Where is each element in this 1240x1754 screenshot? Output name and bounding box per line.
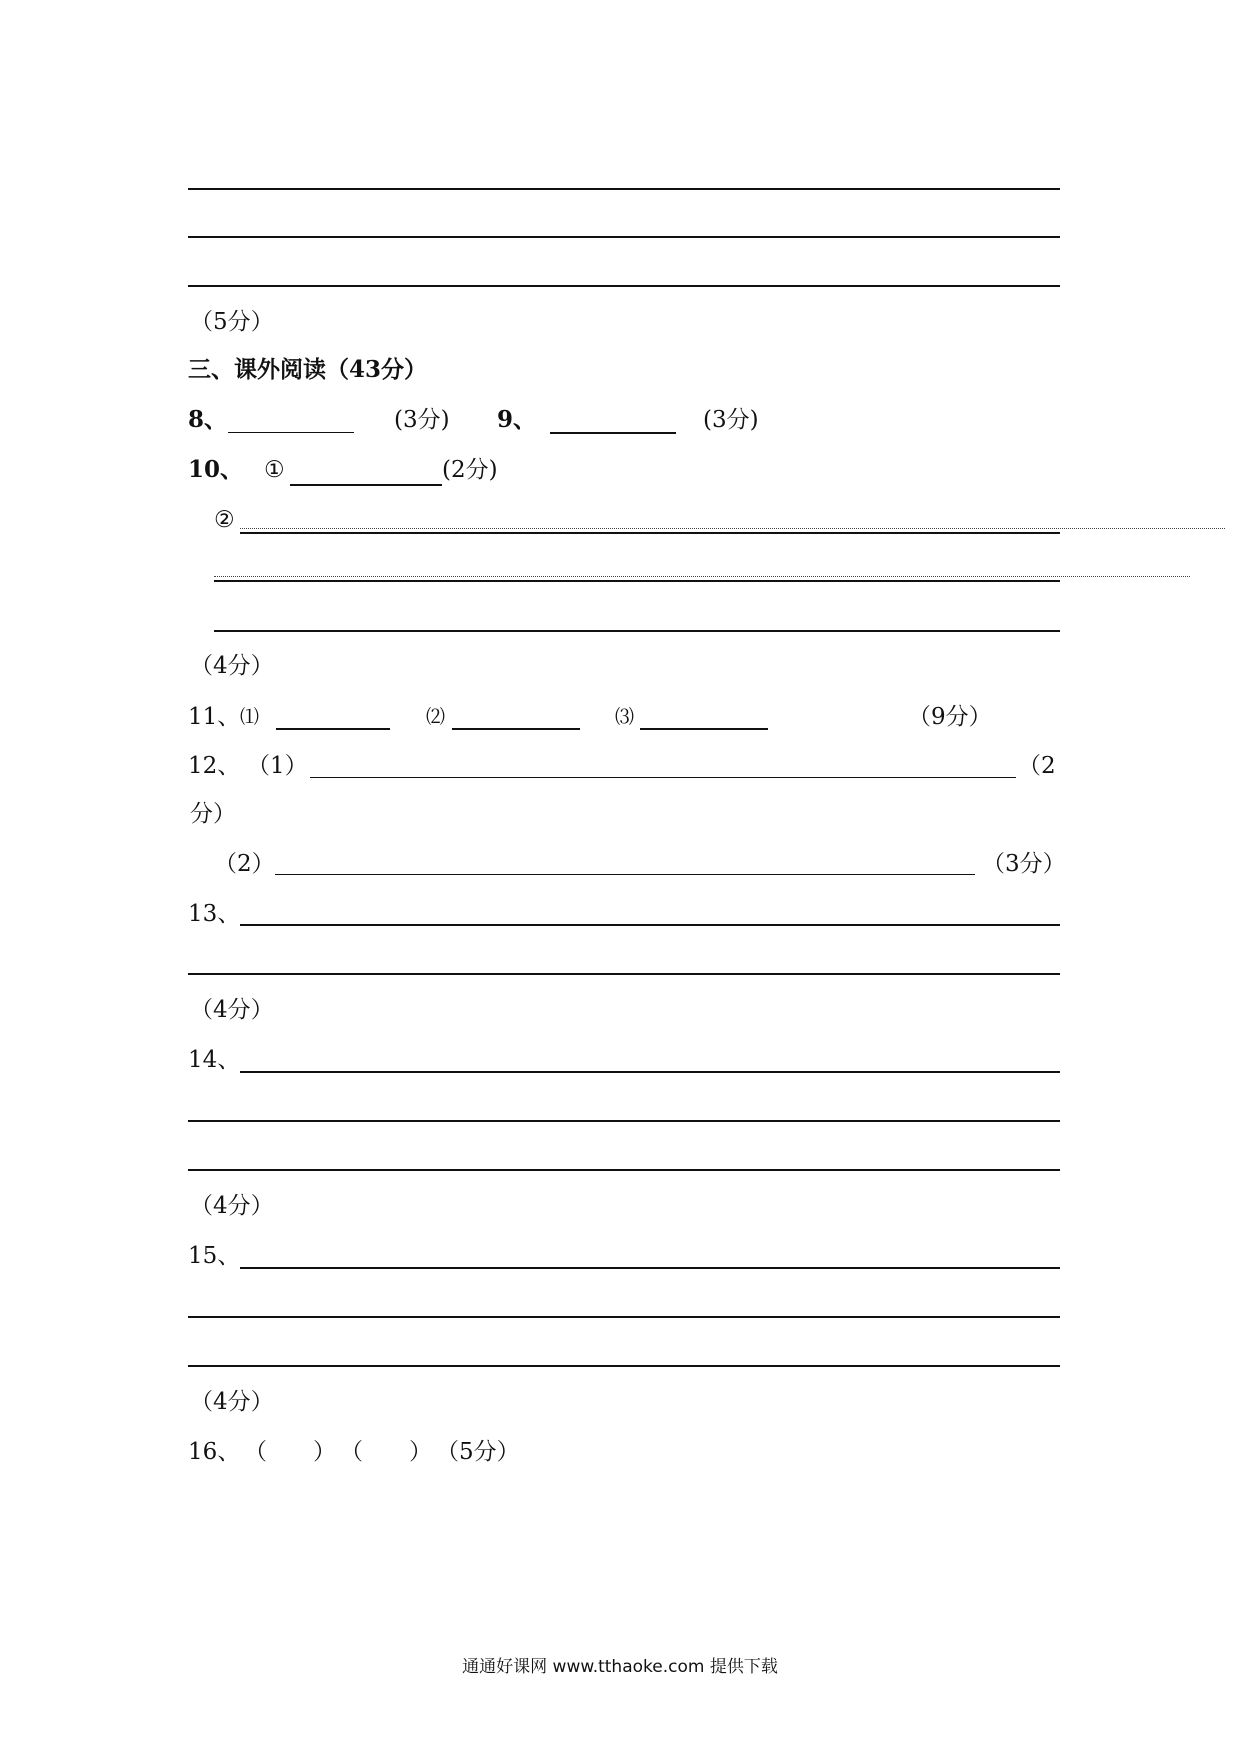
q8-answer-blank[interactable]	[228, 432, 354, 433]
q11-sub3-marker: ⑶	[615, 706, 635, 728]
q12-part2-score: （3分）	[982, 851, 1066, 877]
answer-line-prev-1[interactable]	[188, 188, 1060, 190]
q12-part1-score: （2	[1018, 753, 1056, 779]
q16-score: （5分）	[436, 1439, 520, 1465]
q9-number: 9、	[497, 406, 537, 433]
q13-line-1[interactable]	[240, 924, 1060, 926]
q10-score: （4分）	[190, 653, 274, 679]
q9-answer-blank[interactable]	[550, 432, 676, 434]
q12-part2-label: （2）	[214, 851, 275, 877]
q12-part1-blank[interactable]	[310, 777, 1016, 778]
q14-number: 14、	[188, 1047, 241, 1073]
q14-line-1[interactable]	[240, 1071, 1060, 1073]
q11-number: 11、	[188, 704, 241, 730]
q13-line-2[interactable]	[188, 973, 1060, 975]
q11-score: （9分）	[908, 704, 992, 730]
q10-sub2-dotted-1	[240, 528, 1225, 529]
q11-sub1-marker: ⑴	[240, 706, 260, 728]
q10-sub2-line-2[interactable]	[214, 580, 1060, 582]
q11-sub3-blank[interactable]	[640, 728, 768, 730]
q15-line-1[interactable]	[240, 1267, 1060, 1269]
q10-sub2-line-1[interactable]	[240, 532, 1060, 534]
q10-sub2-marker: ②	[214, 507, 235, 533]
q12-part1-score-cont: 分）	[190, 801, 236, 827]
answer-line-prev-3[interactable]	[188, 285, 1060, 287]
prev-score: （5分）	[190, 309, 274, 335]
q15-score: （4分）	[190, 1389, 274, 1415]
q11-sub1-blank[interactable]	[276, 728, 390, 730]
q11-sub2-marker: ⑵	[426, 706, 446, 728]
q16-number: 16、	[188, 1439, 241, 1465]
q14-line-2[interactable]	[188, 1120, 1060, 1122]
q14-score: （4分）	[190, 1193, 274, 1219]
q10-sub2-dotted-2	[214, 576, 1190, 577]
q14-line-3[interactable]	[188, 1169, 1060, 1171]
q15-line-3[interactable]	[188, 1365, 1060, 1367]
answer-line-prev-2[interactable]	[188, 236, 1060, 238]
q16-answer-paren-1[interactable]: （ ）	[244, 1439, 336, 1465]
footer-text: 通通好课网 www.tthaoke.com 提供下载	[462, 1657, 778, 1677]
q8-score: (3分)	[394, 407, 450, 433]
q13-number: 13、	[188, 901, 241, 927]
q12-part1-label: （1）	[247, 753, 308, 779]
q10-sub2-line-3[interactable]	[214, 630, 1060, 632]
q10-sub1-score: (2分)	[442, 457, 498, 483]
q15-line-2[interactable]	[188, 1316, 1060, 1318]
q11-sub2-blank[interactable]	[452, 728, 580, 730]
q13-score: （4分）	[190, 997, 274, 1023]
q16-answer-paren-2[interactable]: （ ）	[340, 1439, 432, 1465]
q12-part2-blank[interactable]	[275, 874, 975, 875]
q15-number: 15、	[188, 1243, 241, 1269]
q10-number: 10、	[188, 456, 244, 483]
q12-number: 12、	[188, 753, 241, 779]
section-heading: 三、课外阅读（43分）	[188, 356, 428, 383]
q10-sub1-blank[interactable]	[290, 484, 442, 486]
q9-score: (3分)	[703, 407, 759, 433]
q8-number: 8、	[188, 406, 228, 433]
q10-sub1-marker: ①	[264, 457, 285, 483]
